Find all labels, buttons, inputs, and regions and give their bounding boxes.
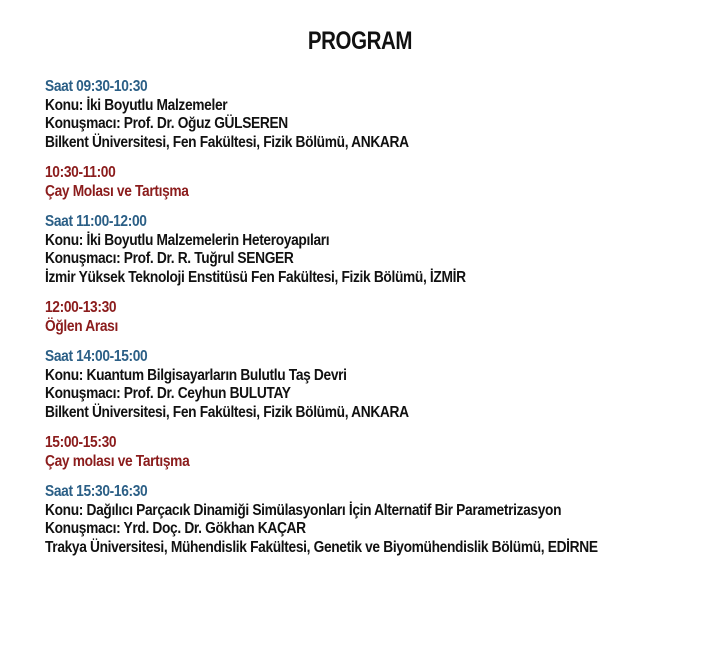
session-speaker: Konuşmacı: Prof. Dr. Oğuz GÜLSEREN [45,115,288,132]
session-time: Saat 14:00-15:00 [45,348,148,365]
session-speaker: Konuşmacı: Prof. Dr. R. Tuğrul SENGER [45,250,294,267]
session-time: Saat 09:30-10:30 [45,78,148,95]
session-1 [45,78,705,152]
break-time: 12:00-13:30 [45,299,117,316]
break-1 [45,164,705,201]
break-label: Çay molası ve Tartışma [45,452,190,470]
break-3 [45,434,705,471]
break-2 [45,299,705,336]
session-affiliation: İzmir Yüksek Teknoloji Enstitüsü Fen Fakültesi, Fizik Bölümü, İZMİR [45,268,466,286]
break-label: Öğlen Arası [45,317,118,335]
session-topic: Konu: İki Boyutlu Malzemeler [45,96,228,114]
break-time: 15:00-15:30 [45,434,117,451]
session-time: Saat 15:30-16:30 [45,483,148,500]
session-affiliation: Bilkent Üniversitesi, Fen Fakültesi, Fizik Bölümü, ANKARA [45,133,409,151]
session-time: Saat 11:00-12:00 [45,213,147,230]
break-label: Çay Molası ve Tartışma [45,182,189,200]
program-schedule [45,78,705,569]
break-time: 10:30-11:00 [45,164,116,181]
session-topic: Konu: Dağılıcı Parçacık Dinamiği Simülasyonları İçin Alternatif Bir Parametrizasyon [45,501,562,519]
session-affiliation: Bilkent Üniversitesi, Fen Fakültesi, Fizik Bölümü, ANKARA [45,403,409,421]
session-topic: Konu: Kuantum Bilgisayarların Bulutlu Taş Devri [45,366,347,384]
session-2 [45,213,705,287]
session-3 [45,348,705,422]
session-speaker: Konuşmacı: Prof. Dr. Ceyhun BULUTAY [45,385,291,402]
page-title: PROGRAM [307,27,413,55]
session-topic: Konu: İki Boyutlu Malzemelerin Heteroyapıları [45,231,330,249]
session-4 [45,483,705,557]
session-speaker: Konuşmacı: Yrd. Doç. Dr. Gökhan KAÇAR [45,520,306,537]
session-affiliation: Trakya Üniversitesi, Mühendislik Fakültesi, Genetik ve Biyomühendislik Bölümü, EDİRNE [45,538,598,556]
